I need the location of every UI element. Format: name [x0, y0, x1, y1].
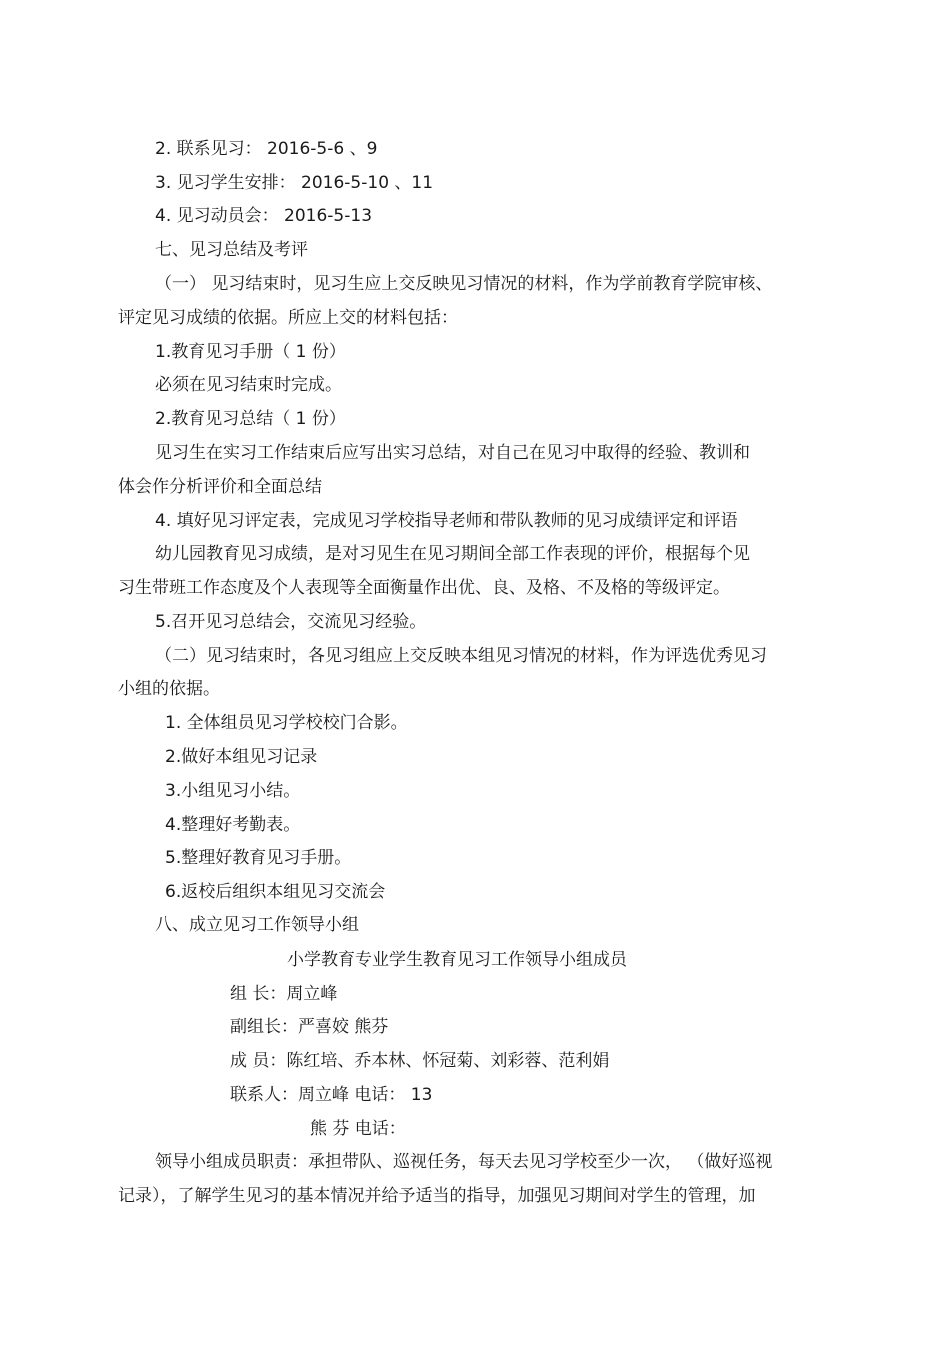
- paragraph-line: 评定见习成绩的依据。所应上交的材料包括：: [118, 308, 458, 328]
- list-item: 2.教育见习总结（ 1 份）: [155, 409, 346, 429]
- paragraph-line: 习生带班工作态度及个人表现等全面衡量作出优、良、及格、不及格的等级评定。: [118, 578, 730, 598]
- paragraph-line: 记录），了解学生见习的基本情况并给予适当的指导，加强见习期间对学生的管理，加: [118, 1186, 756, 1206]
- list-item: 5.召开见习总结会，交流见习经验。: [155, 612, 427, 632]
- paragraph-line: （一） 见习结束时，见习生应上交反映见习情况的材料，作为学前教育学院审核、: [155, 274, 773, 294]
- list-item: 2.做好本组见习记录: [165, 747, 318, 767]
- list-item: 5.整理好教育见习手册。: [165, 848, 352, 868]
- paragraph-line: 体会作分析评价和全面总结: [118, 477, 322, 497]
- group-title: 小学教育专业学生教育见习工作领导小组成员: [287, 950, 627, 970]
- list-item: 4.整理好考勤表。: [165, 815, 301, 835]
- paragraph-line: 小组的依据。: [118, 679, 220, 699]
- group-deputy-leader: 副组长：严喜姣 熊芬: [230, 1017, 389, 1037]
- group-leader: 组 长：周立峰: [230, 984, 338, 1004]
- list-item: 6.返校后组织本组见习交流会: [165, 882, 386, 902]
- paragraph-line: 幼儿园教育见习成绩，是对习见生在见习期间全部工作表现的评价，根据每个见: [155, 544, 750, 564]
- list-item: 3.小组见习小结。: [165, 781, 301, 801]
- paragraph-line: 领导小组成员职责：承担带队、巡视任务，每天去见习学校至少一次， （做好巡视: [155, 1152, 773, 1172]
- group-contact-2: 熊 芬 电话：: [310, 1119, 406, 1139]
- section-heading-8: 八、成立见习工作领导小组: [155, 915, 359, 935]
- paragraph-line: （二）见习结束时，各见习组应上交反映本组见习情况的材料，作为评选优秀见习: [155, 646, 767, 666]
- section-heading-7: 七、见习总结及考评: [155, 240, 308, 260]
- group-contact: 联系人：周立峰 电话： 13: [230, 1085, 433, 1105]
- schedule-item-4: 4. 见习动员会： 2016-5-13: [155, 206, 373, 226]
- list-item: 1. 全体组员见习学校校门合影。: [165, 713, 408, 733]
- group-members: 成 员：陈红培、乔本林、怀冠菊、刘彩蓉、范利娟: [230, 1051, 610, 1071]
- list-item: 1.教育见习手册（ 1 份）: [155, 342, 346, 362]
- schedule-item-2: 2. 联系见习： 2016-5-6 、9: [155, 139, 378, 159]
- schedule-item-3: 3. 见习学生安排： 2016-5-10 、11: [155, 173, 434, 193]
- paragraph-line: 见习生在实习工作结束后应写出实习总结，对自己在见习中取得的经验、教训和: [155, 443, 750, 463]
- paragraph-line: 必须在见习结束时完成。: [155, 375, 342, 395]
- list-item: 4. 填好见习评定表，完成见习学校指导老师和带队教师的见习成绩评定和评语: [155, 511, 738, 531]
